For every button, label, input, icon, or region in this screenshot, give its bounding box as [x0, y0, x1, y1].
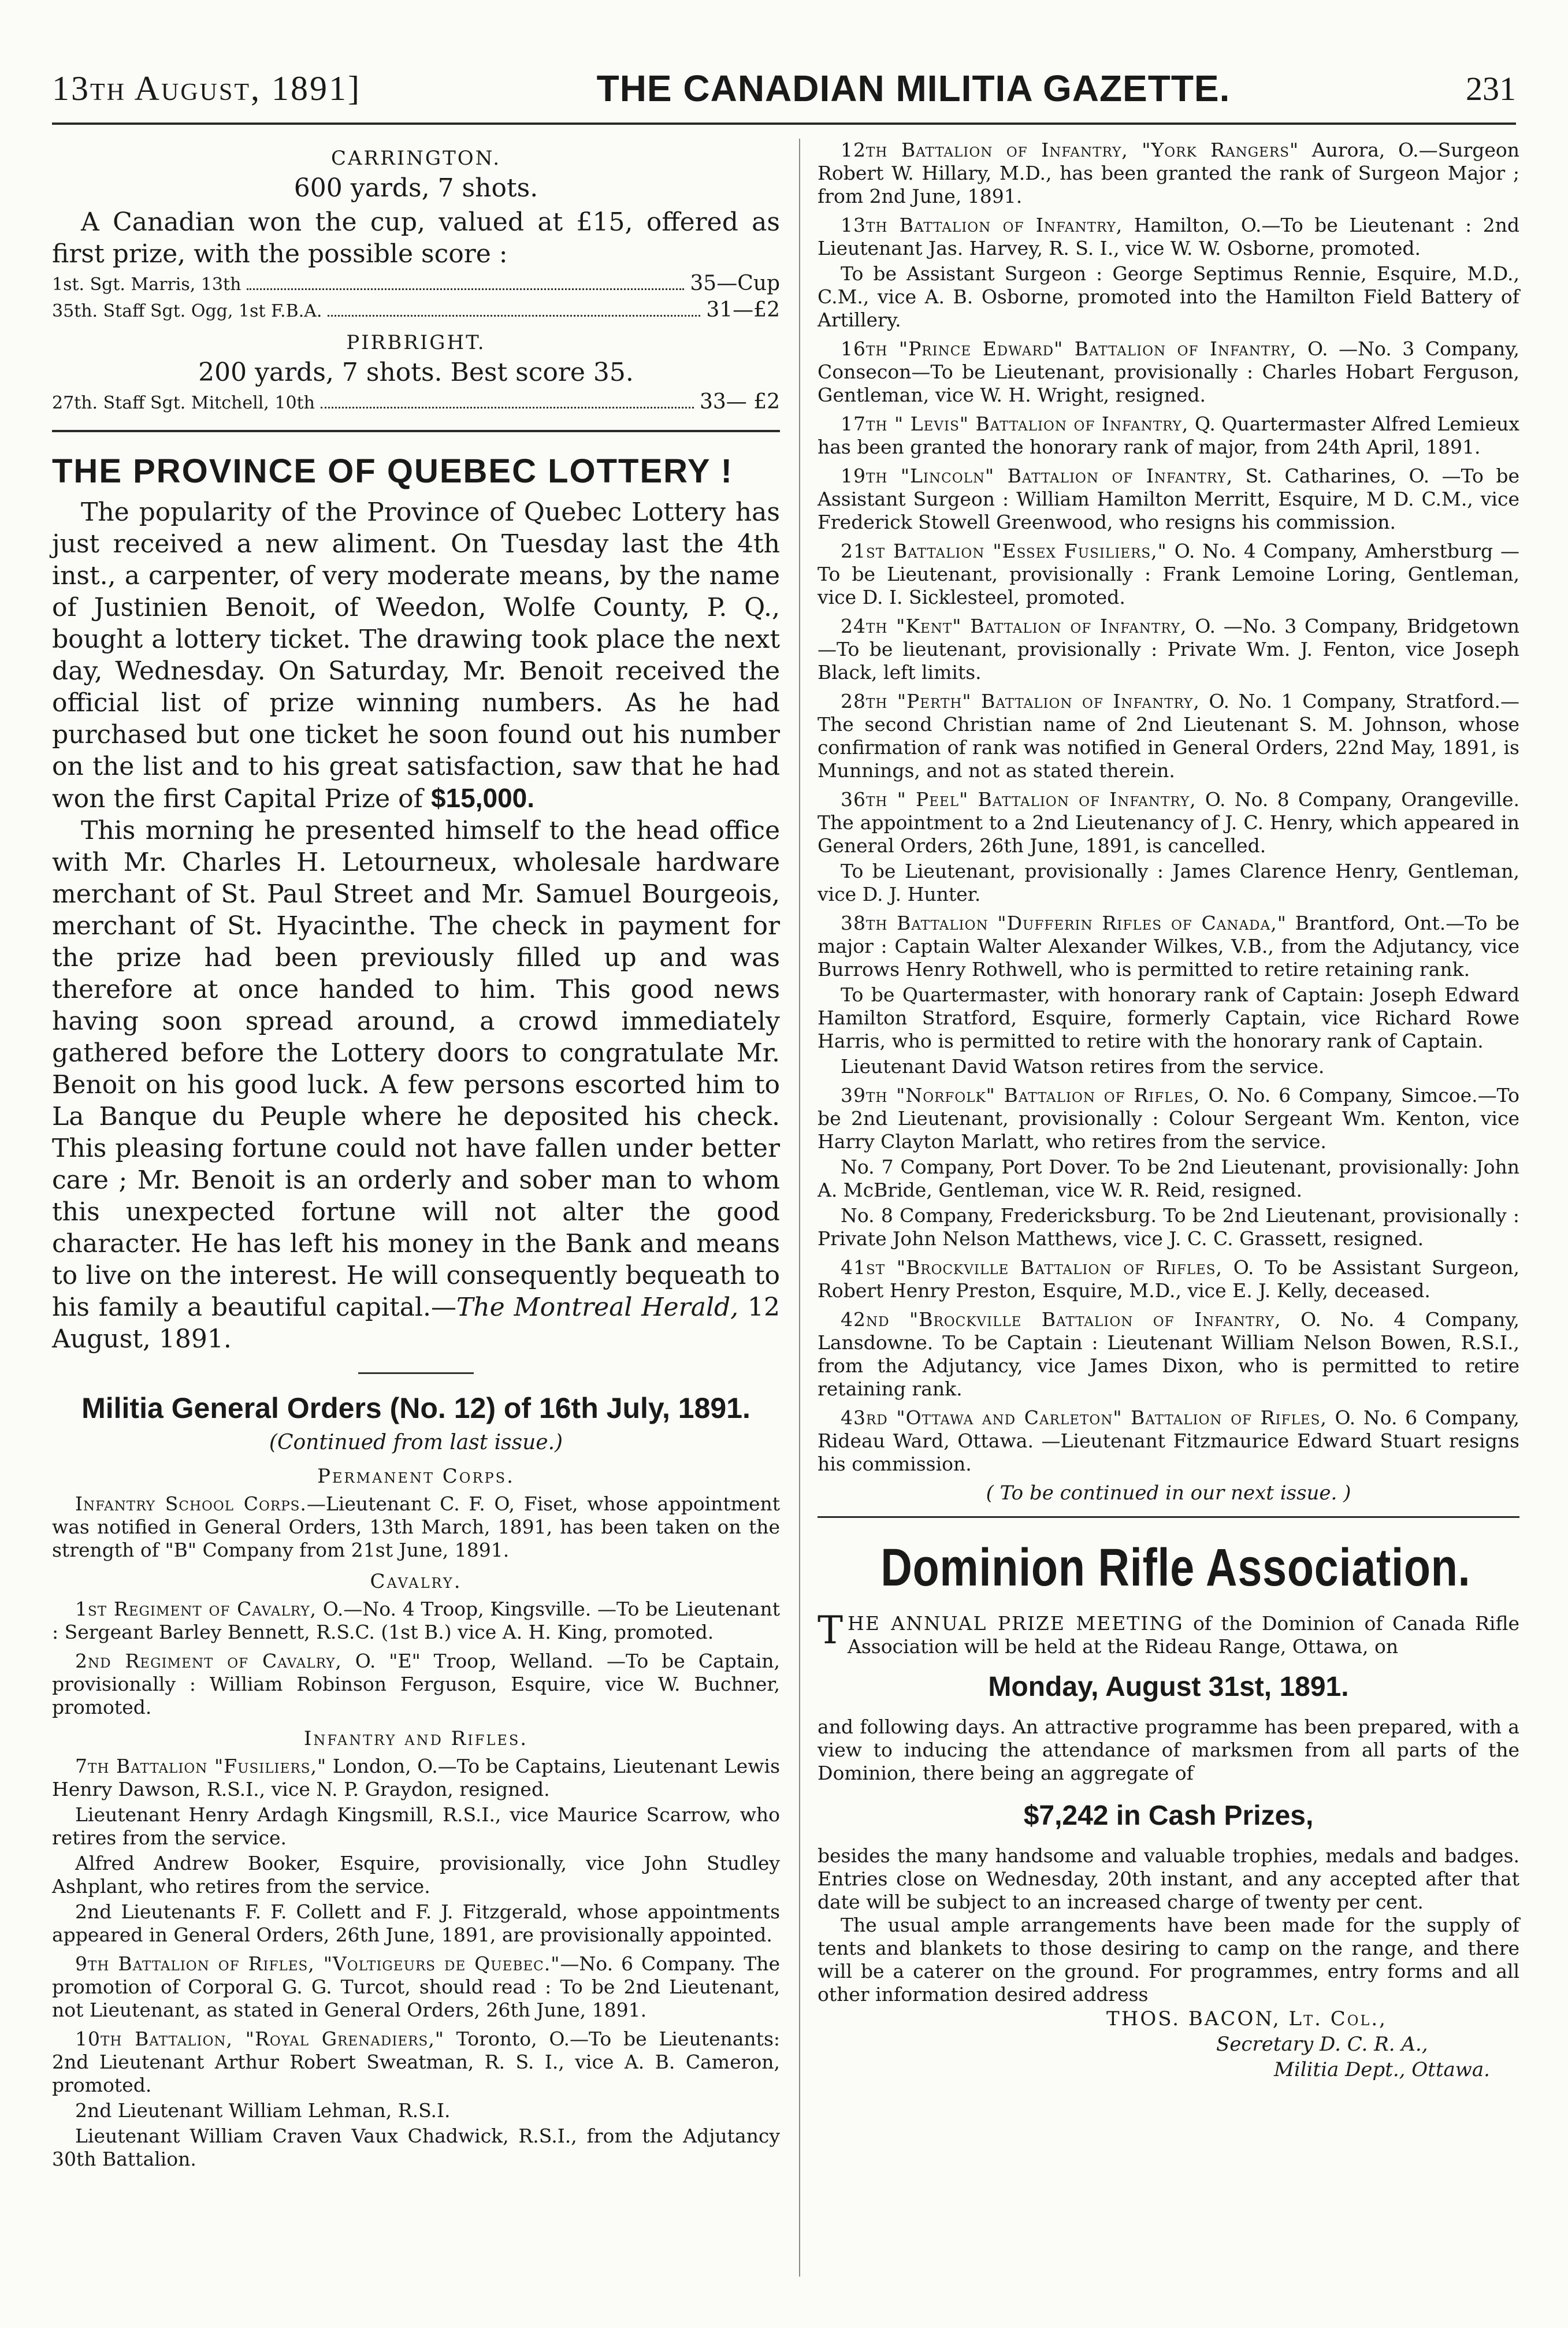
- order-entry: [818, 1084, 1519, 1153]
- score-result: 33— £2: [699, 390, 780, 414]
- order-entry: [818, 337, 1519, 407]
- dra-paragraph-1: and following days. An attractive programme has been prepared, with a view to inducing the attendance of marksmen from all parts of the Dominion, there being an aggregate of: [818, 1716, 1519, 1784]
- score-row: [52, 299, 780, 323]
- dra-intro: [818, 1608, 1519, 1658]
- order-entry: [52, 1650, 780, 1719]
- entry-text: O. No. 1 Company, Stratford.—The second Christian name of 2nd Lieutenant S. M. Johnson, whose confirmation of rank was notified in General Orders, 22nd May, 1891, is Munnings, and not as stated therein.: [818, 690, 1519, 782]
- orders-heading: Militia General Orders (No. 12) of 16th July, 1891.: [81, 1392, 750, 1424]
- entry-text: Q. Quartermaster Alfred Lemieux has been granted the honorary rank of major, from 24th April, 1891.: [818, 413, 1519, 458]
- score-row: [52, 391, 780, 415]
- order-entry: [818, 615, 1519, 684]
- order-entry: No. 7 Company, Port Dover. To be 2nd Lieutenant, provisionally: John A. McBride, Gentleman, vice W. R. Reid, resigned.: [818, 1156, 1519, 1201]
- pirbright-section: [52, 331, 780, 415]
- dra-prizes: $7,242 in Cash Prizes,: [1023, 1800, 1314, 1831]
- to-be-continued: ( To be continued in our next issue. ): [986, 1482, 1351, 1505]
- dot-leader: [328, 315, 700, 317]
- entry-text: London, O.—To be Captains, Lieutenant Lewis Henry Dawson, R.S.I., vice N. P. Graydon, resigned.: [52, 1755, 781, 1800]
- entry-lead: 43rd "Ottawa and Carleton" Battalion of Rifles,: [841, 1406, 1327, 1429]
- entry-lead: 2nd Regiment of Cavalry,: [75, 1650, 342, 1672]
- order-entry: 2nd Lieutenant William Lehman, R.S.I.: [75, 2099, 451, 2122]
- masthead: [52, 57, 1516, 120]
- entry-text: —No. 6 Company. The promotion of Corporal G. G. Turcot, should read : To be 2nd Lieutenant, not Lieutenant, as stated in General Orders, 26th June, 1891.: [52, 1952, 780, 2021]
- entry-text: O. To be Assistant Surgeon, Robert Henry Preston, Esquire, M.D., vice E. J. Kelly, deceased.: [818, 1256, 1519, 1302]
- lottery-paragraph-2: [52, 815, 780, 1355]
- signature-block: [818, 2006, 1519, 2082]
- order-entry: [52, 1492, 780, 1562]
- score-row: [52, 272, 780, 296]
- order-entry: Lieutenant William Craven Vaux Chadwick, R.S.I., from the Adjutancy 30th Battalion.: [52, 2125, 780, 2170]
- section-rule: [52, 430, 780, 432]
- carrington-distance: 600 yards, 7 shots.: [293, 173, 538, 203]
- entry-lead: 13th Battalion of Infantry,: [841, 214, 1123, 236]
- order-entry: [818, 139, 1519, 208]
- entry-lead: 41st "Brockville Battalion of Rifles,: [841, 1256, 1223, 1279]
- dra-intro-text: of the Dominion of Canada Rifle Association will be held at the Rideau Range, Ottawa, on: [848, 1612, 1519, 1658]
- lottery-prize: $15,000.: [430, 783, 535, 813]
- order-entry: [52, 1598, 780, 1644]
- order-entry: To be Quartermaster, with honorary rank of Captain: Joseph Edward Hamilton Stratford, Esquire, formerly Captain, vice Richard Rowe Harris, who is permitted to retire with the honorary rank of Captain.: [818, 983, 1519, 1052]
- entry-text: Aurora, O.—Surgeon Robert W. Hillary, M.D., has been granted the rank of Surgeon Major ; from 2nd June, 1891.: [818, 139, 1519, 207]
- entry-text: Toronto, O.—To be Lieutenants: 2nd Lieutenant Arthur Robert Sweatman, R. S. I., vice A. B. Cameron, promoted.: [52, 2028, 780, 2096]
- lottery-date: 12 August, 1891.: [52, 1293, 780, 1354]
- general-orders-article: [52, 1391, 780, 2171]
- entry-lead: 7th Battalion "Fusiliers,": [75, 1755, 327, 1777]
- order-entry: No. 8 Company, Fredericksburg. To be 2nd Lieutenant, provisionally : Private John Nelson Matthews, vice J. C. C. Grassett, resigned.: [818, 1204, 1519, 1250]
- score-name: 1st. Sgt. Marris, 13th: [52, 274, 241, 295]
- dra-heading: Dominion Rifle Association.: [880, 1538, 1471, 1597]
- carrington-intro: A Canadian won the cup, valued at £15, offered as first prize, with the possible score :: [52, 207, 780, 269]
- masthead-rule: [52, 122, 1516, 125]
- order-entry: [818, 788, 1519, 857]
- section-rule: [818, 1516, 1519, 1518]
- infantry-heading: Infantry and Rifles.: [303, 1727, 529, 1750]
- dot-leader: [321, 407, 694, 409]
- lottery-article: [52, 452, 780, 1355]
- lottery-paragraph-1: [52, 496, 780, 815]
- entry-lead: 1st Regiment of Cavalry,: [75, 1598, 317, 1620]
- entry-text: O.—No. 4 Troop, Kingsville. —To be Lieutenant : Sergeant Barley Bennett, R.S.C. (1st B.) vice A. H. King, promoted.: [52, 1598, 780, 1643]
- entry-text: O. No. 6 Company, Simcoe.—To be 2nd Lieutenant, provisionally : Colour Sergeant Wm. Kenton, vice Harry Clayton Marlatt, who retires from the service.: [818, 1084, 1519, 1153]
- score-result: 31—£2: [706, 298, 780, 322]
- entry-lead: 38th Battalion "Dufferin Rifles of Canada,": [841, 912, 1287, 934]
- entry-text: O. No. 4 Company, Lansdowne. To be Captain : Lieutenant William Nelson Bowen, R.S.I., from the Adjutancy, vice James Dixon, who is permitted to retire retaining rank.: [818, 1308, 1519, 1400]
- entry-lead: 39th "Norfolk" Battalion of Rifles,: [841, 1084, 1201, 1107]
- lottery-heading: THE PROVINCE OF QUEBEC LOTTERY !: [52, 452, 733, 490]
- orders-continued: (Continued from last issue.): [269, 1431, 563, 1454]
- order-entry: [52, 1755, 780, 1801]
- dra-paragraph-2: besides the many handsome and valuable trophies, medals and badges. Entries close on Wednesday, 20th instant, and any accepted after that date will be subject to an increased charge of twenty per cent.: [818, 1844, 1519, 1913]
- order-entry: 2nd Lieutenants F. F. Collett and F. J. Fitzgerald, whose appointments appeared in General Orders, 26th June, 1891, are provisionally appointed.: [52, 1900, 780, 1946]
- lottery-source: The Montreal Herald,: [456, 1293, 739, 1322]
- entry-lead: 12th Battalion of Infantry, "York Rangers": [841, 139, 1299, 161]
- signatory-address: Militia Dept., Ottawa.: [1274, 2058, 1490, 2081]
- order-entry: Alfred Andrew Booker, Esquire, provisionally, vice John Studley Ashplant, who retires from the service.: [52, 1852, 780, 1898]
- order-entry: [52, 2028, 780, 2097]
- entry-lead: 19th "Lincoln" Battalion of Infantry,: [841, 465, 1233, 487]
- entry-lead: 10th Battalion, "Royal Grenadiers,": [75, 2028, 444, 2050]
- column-divider: [799, 139, 800, 2277]
- lottery-text-2: This morning he presented himself to the head office with Mr. Charles H. Letourneux, wholesale hardware merchant of St. Paul Street and Mr. Samuel Bourgeois, merchant of St. Hyacinthe. The check in payment for the prize had been previously filled up and was therefore at once handed to him. This good news having soon spread around, a crowd immediately gathered before the Lottery doors to congratulate Mr. Benoit on his good luck. A few persons escorted him to La Banque du Peuple where he deposited his check. This pleasing fortune could not have fallen under better care ; Mr. Benoit is an orderly and sober man to whom this unexpected fortune will not alter the good character. He has left his money in the Bank and means to live on the interest. He will consequently bequeath to his family a beautiful capital.—: [52, 816, 780, 1322]
- entry-text: —Lieutenant C. F. O, Fiset, whose appointment was notified in General Orders, 13th March, 1891, has been taken on the strength of "B" Company from 21st June, 1891.: [52, 1492, 780, 1561]
- entry-text: Hamilton, O.—To be Lieutenant : 2nd Lieutenant Jas. Harvey, R. S. I., vice W. W. Osborne, promoted.: [818, 214, 1519, 259]
- drop-cap: T: [818, 1608, 844, 1653]
- entry-lead: 36th " Peel" Battalion of Infantry,: [841, 788, 1197, 811]
- lottery-text-1: The popularity of the Province of Quebec Lottery has just received a new aliment. On Tuesday last the 4th inst., a carpenter, of very moderate means, by the name of Justinien Benoit, of Weedon, Wolfe County, P. Q., bought a lottery ticket. The drawing took place the next day, Wednesday. On Saturday, Mr. Benoit received the official list of prize winning numbers. As he had purchased but one ticket he soon found out his number on the list and to his great satisfaction, saw that he had won the first Capital Prize of: [52, 497, 780, 814]
- signatory-title: Secretary D. C. R. A.,: [1216, 2033, 1428, 2056]
- carrington-heading: CARRINGTON.: [330, 147, 501, 170]
- entry-text: Brantford, Ont.—To be major : Captain Walter Alexander Wilkes, V.B., from the Adjutancy, vice Burrows Henry Rothwell, who is permitted to retire retaining rank.: [818, 912, 1519, 981]
- dra-paragraph-3: The usual ample arrangements have been made for the supply of tents and blankets to those desiring to camp on the range, and there will be a caterer on the ground. For programmes, entry forms and all other information desired address: [818, 1914, 1519, 2006]
- order-entry: To be Assistant Surgeon : George Septimus Rennie, Esquire, M.D., C.M., vice A. B. Osborne, promoted into the Hamilton Field Battery of Artillery.: [818, 262, 1519, 331]
- order-entry: [818, 540, 1519, 609]
- dot-leader: [247, 288, 684, 290]
- entry-text: O. No. 6 Company, Rideau Ward, Ottawa. —Lieutenant Fitzmaurice Edward Stuart resigns his commission.: [818, 1406, 1519, 1475]
- left-column: [52, 139, 780, 2177]
- order-entry: [818, 465, 1519, 534]
- order-entry: [818, 1256, 1519, 1302]
- signatory-name: THOS. BACON, Lt. Col.,: [1106, 2007, 1387, 2030]
- entry-lead: 28th "Perth" Battalion of Infantry,: [841, 690, 1200, 712]
- carrington-section: [52, 147, 780, 323]
- entry-text: O. —No. 3 Company, Consecon—To be Lieutenant, provisionally : Charles Hobart Ferguson, Gentleman, vice W. H. Wright, resigned.: [818, 337, 1519, 406]
- order-entry: [818, 1406, 1519, 1476]
- score-result: 35—Cup: [690, 272, 780, 295]
- order-entry: [818, 690, 1519, 782]
- entry-text: O. No. 8 Company, Orangeville. The appointment to a 2nd Lieutenancy of J. C. Henry, which appeared in General Orders, 26th June, 1891, is cancelled.: [818, 788, 1519, 857]
- order-entry: To be Lieutenant, provisionally : James Clarence Henry, Gentleman, vice D. J. Hunter.: [818, 860, 1519, 905]
- entry-lead: Infantry School Corps.: [75, 1492, 307, 1515]
- page-number: 231: [1466, 69, 1516, 107]
- order-entry: [818, 912, 1519, 981]
- short-rule: [358, 1372, 474, 1374]
- dra-lead: HE ANNUAL PRIZE MEETING: [848, 1612, 1184, 1635]
- entry-text: O. —No. 3 Company, Bridgetown —To be lieutenant, provisionally : Private Wm. J. Fenton, vice Joseph Black, left limits.: [818, 615, 1520, 684]
- entry-text: O. "E" Troop, Welland. —To be Captain, provisionally : William Robinson Ferguson, Esquire, vice W. Buchner, promoted.: [52, 1650, 780, 1718]
- dra-advertisement: [818, 1538, 1519, 2082]
- pirbright-heading: PIRBRIGHT.: [346, 331, 486, 354]
- order-entry: [818, 1308, 1519, 1401]
- entry-lead: 21st Battalion "Essex Fusiliers,": [841, 540, 1167, 562]
- issue-date: 13th August, 1891]: [52, 69, 361, 107]
- entry-text: O. No. 4 Company, Amherstburg —To be Lieutenant, provisionally : Frank Lemoine Loring, Gentleman, vice D. I. Sicklesteel, promoted.: [818, 540, 1520, 608]
- order-entry: Lieutenant David Watson retires from the service.: [841, 1055, 1325, 1078]
- entry-lead: 24th "Kent" Battalion of Infantry,: [841, 615, 1187, 637]
- pirbright-distance: 200 yards, 7 shots. Best score 35.: [198, 358, 634, 387]
- order-entry: [818, 214, 1519, 260]
- permanent-corps-heading: Permanent Corps.: [317, 1465, 515, 1488]
- score-name: 35th. Staff Sgt. Ogg, 1st F.B.A.: [52, 301, 322, 321]
- dra-date: Monday, August 31st, 1891.: [988, 1672, 1349, 1702]
- entry-lead: 42nd "Brockville Battalion of Infantry,: [841, 1308, 1281, 1331]
- entry-lead: 9th Battalion of Rifles, "Voltigeurs de Quebec.": [75, 1952, 560, 1975]
- order-entry: [818, 413, 1519, 459]
- order-entry: [52, 1952, 780, 2022]
- entry-lead: 17th " Levis" Battalion of Infantry,: [841, 413, 1189, 435]
- score-name: 27th. Staff Sgt. Mitchell, 10th: [52, 393, 315, 413]
- cavalry-heading: Cavalry.: [370, 1570, 462, 1593]
- right-column: [818, 139, 1519, 2082]
- newspaper-title: THE CANADIAN MILITIA GAZETTE.: [596, 68, 1231, 109]
- entry-lead: 16th "Prince Edward" Battalion of Infantry,: [841, 337, 1297, 360]
- order-entry: Lieutenant Henry Ardagh Kingsmill, R.S.I., vice Maurice Scarrow, who retires from the service.: [52, 1803, 780, 1849]
- entry-text: St. Catharines, O. —To be Assistant Surgeon : William Hamilton Merritt, Esquire, M D. C.M., vice Frederick Stowell Greenwood, who resigns his commission.: [818, 465, 1519, 533]
